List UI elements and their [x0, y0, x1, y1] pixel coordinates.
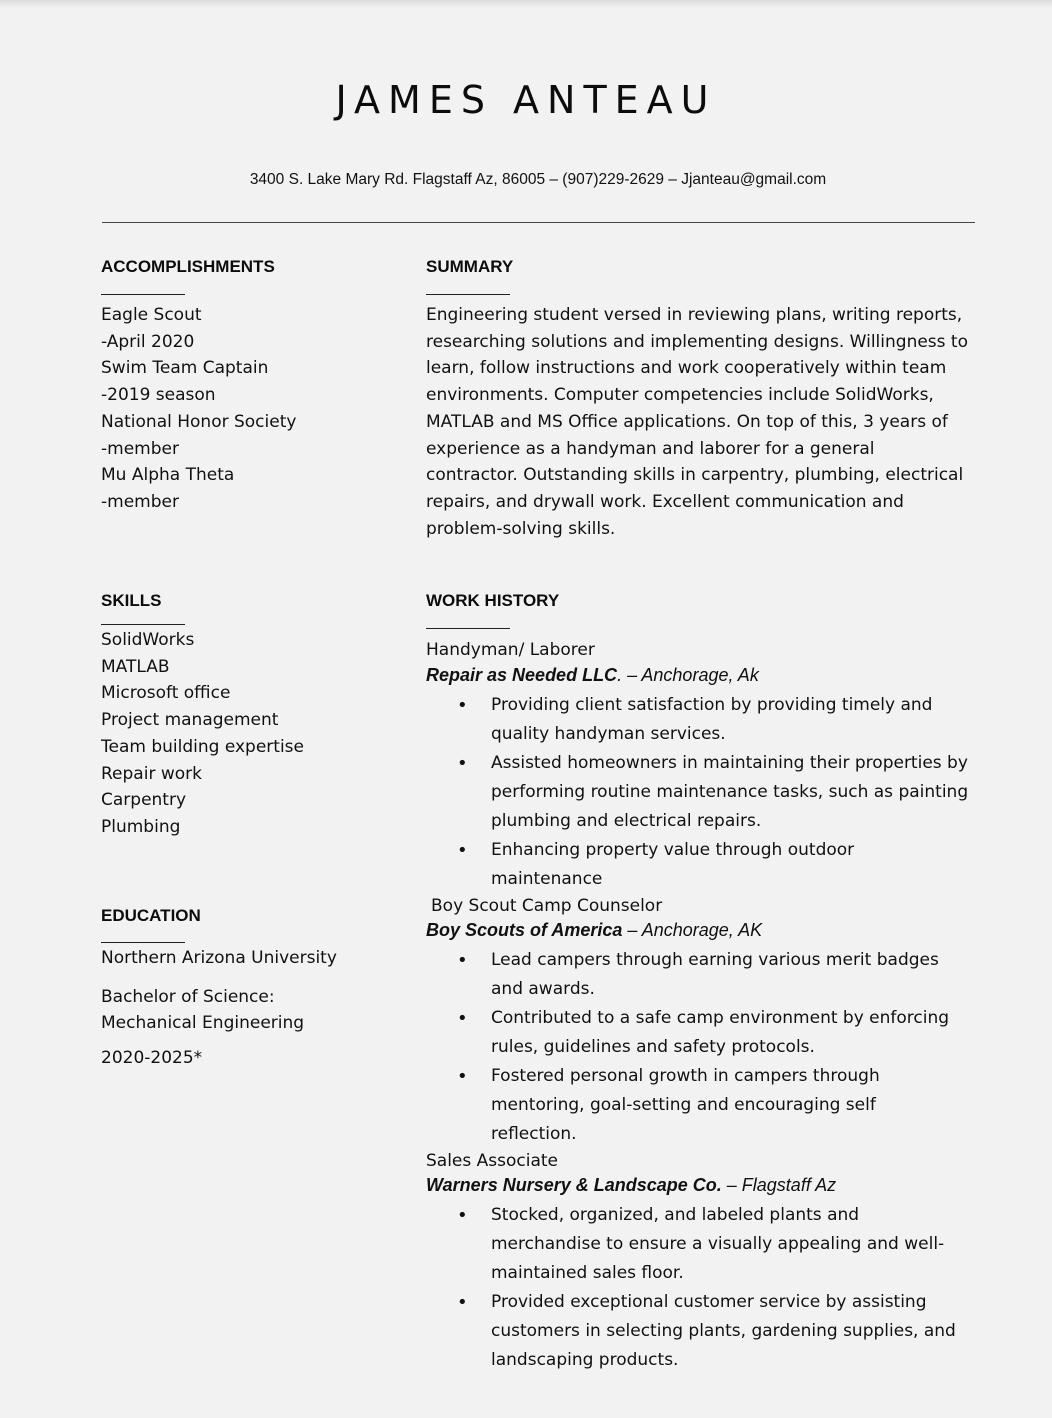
list-item: Plumbing	[101, 816, 181, 837]
list-item	[491, 1201, 1006, 1288]
education-dates: 2020-2025*	[101, 1048, 203, 1069]
list-item: Microsoft office	[101, 683, 231, 704]
summary-line: Engineering student versed in reviewing plans, writing reports,	[426, 305, 963, 325]
list-item: -member	[101, 438, 179, 459]
job-title: Sales Associate	[426, 1151, 559, 1171]
job-bullets	[426, 1201, 1006, 1375]
job-entry	[426, 894, 1006, 1149]
work-history-heading: WORK HISTORY	[426, 591, 560, 610]
list-item: Repair work	[101, 763, 202, 784]
summary-line: MATLAB and MS Office applications. On top of this, 3 years of	[426, 411, 948, 432]
bullet-line: rules, guidelines and safety protocols.	[491, 1037, 815, 1057]
job-org-line	[426, 663, 1006, 687]
heading-underline	[101, 294, 185, 295]
work-history-section	[426, 591, 1006, 1375]
bullet-line: plumbing and electrical repairs.	[491, 811, 762, 831]
list-item: Team building expertise	[101, 736, 304, 757]
job-employer: Repair as Needed LLC	[426, 665, 618, 685]
summary-text	[426, 302, 986, 542]
list-item	[491, 1062, 1006, 1149]
list-item: Carpentry	[101, 790, 187, 811]
contact-line: 3400 S. Lake Mary Rd. Flagstaff Az, 86005 – (907)229-2629 – Jjanteau@gmail.com	[249, 171, 827, 188]
bullet-line: and awards.	[491, 979, 595, 999]
list-item: Eagle Scout	[101, 305, 202, 325]
job-org-line	[426, 1173, 1006, 1197]
bullet-line: landscaping products.	[491, 1350, 679, 1370]
list-item	[491, 836, 1006, 894]
bullet-line: customers in selecting plants, gardening supplies, and	[491, 1321, 956, 1341]
bullet-line: • Providing client satisfaction by providing timely and	[491, 695, 933, 715]
education-major: Mechanical Engineering	[101, 1013, 305, 1034]
heading-underline	[101, 624, 185, 625]
bullet-line: maintained sales floor.	[491, 1263, 684, 1283]
job-title: Handyman/ Laborer	[426, 640, 595, 660]
bullet-line: maintenance	[491, 869, 603, 889]
job-org-line	[426, 918, 1006, 942]
list-item: Mu Alpha Theta	[101, 465, 235, 486]
education-school: Northern Arizona University	[101, 948, 337, 968]
job-title: Boy Scout Camp Counselor	[431, 896, 663, 916]
resume-name: JAMES ANTEAU	[335, 78, 717, 122]
bullet-line: performing routine maintenance tasks, such as painting	[491, 782, 969, 802]
job-bullets	[426, 691, 1006, 894]
job-location: – Anchorage, AK	[622, 920, 763, 940]
list-item: -member	[101, 491, 179, 512]
bullet-line: • Provided exceptional customer service by assisting	[491, 1292, 927, 1312]
heading-underline	[426, 628, 510, 629]
list-item	[491, 1288, 1006, 1375]
job-employer: Warners Nursery & Landscape Co.	[426, 1175, 722, 1195]
summary-line: repairs, and drywall work. Excellent communication and	[426, 491, 904, 512]
summary-line: environments. Computer competencies include SolidWorks,	[426, 385, 934, 406]
accomplishments-heading: ACCOMPLISHMENTS	[101, 257, 275, 276]
skills-section	[101, 591, 401, 841]
bullet-line: merchandise to ensure a visually appealing and well-	[491, 1234, 945, 1254]
skills-heading: SKILLS	[101, 591, 162, 610]
job-employer: Boy Scouts of America	[426, 920, 623, 940]
bullet-line: • Contributed to a safe camp environment by enforcing	[491, 1008, 950, 1028]
accomplishments-list	[101, 302, 401, 516]
education-section	[101, 906, 401, 1072]
summary-heading: SUMMARY	[426, 257, 514, 276]
job-entry	[426, 637, 1006, 894]
summary-section	[426, 257, 986, 542]
bullet-line: • Assisted homeowners in maintaining their properties by	[491, 753, 968, 773]
summary-line: problem-solving skills.	[426, 518, 616, 539]
bullet-line: quality handyman services.	[491, 724, 726, 744]
education-heading: EDUCATION	[101, 906, 201, 925]
bullet-line: reflection.	[491, 1124, 577, 1144]
summary-line: contractor. Outstanding skills in carpentry, plumbing, electrical	[426, 465, 964, 486]
header-divider	[102, 222, 975, 223]
list-item: -2019 season	[101, 385, 216, 406]
job-bullets	[426, 946, 1006, 1149]
accomplishments-section	[101, 257, 401, 516]
top-edge-shadow	[0, 0, 1052, 8]
summary-line: experience as a handyman and laborer for a general	[426, 438, 875, 459]
job-location: . – Anchorage, Ak	[617, 665, 759, 685]
list-item	[491, 946, 1006, 1004]
job-entry	[426, 1149, 1006, 1375]
heading-underline	[426, 294, 510, 295]
summary-line: researching solutions and implementing designs. Willingness to	[426, 331, 968, 352]
bullet-line: • Lead campers through earning various merit badges	[491, 950, 939, 970]
heading-underline	[101, 942, 185, 943]
list-item: Swim Team Captain	[101, 358, 269, 379]
list-item	[491, 749, 1006, 836]
education-degree: Bachelor of Science:	[101, 986, 275, 1007]
list-item: -April 2020	[101, 331, 195, 352]
list-item: MATLAB	[101, 656, 170, 677]
list-item: SolidWorks	[101, 630, 195, 650]
bullet-line: • Fostered personal growth in campers through	[491, 1066, 880, 1086]
skills-list	[101, 627, 401, 841]
bullet-line: mentoring, goal-setting and encouraging self	[491, 1095, 876, 1115]
list-item	[491, 1004, 1006, 1062]
list-item: National Honor Society	[101, 411, 297, 432]
list-item: Project management	[101, 710, 279, 731]
job-location: – Flagstaff Az	[721, 1175, 837, 1195]
bullet-line: • Enhancing property value through outdoor	[491, 840, 855, 860]
bullet-line: • Stocked, organized, and labeled plants and	[491, 1205, 860, 1225]
summary-line: learn, follow instructions and work cooperatively within team	[426, 358, 947, 379]
list-item	[491, 691, 1006, 749]
